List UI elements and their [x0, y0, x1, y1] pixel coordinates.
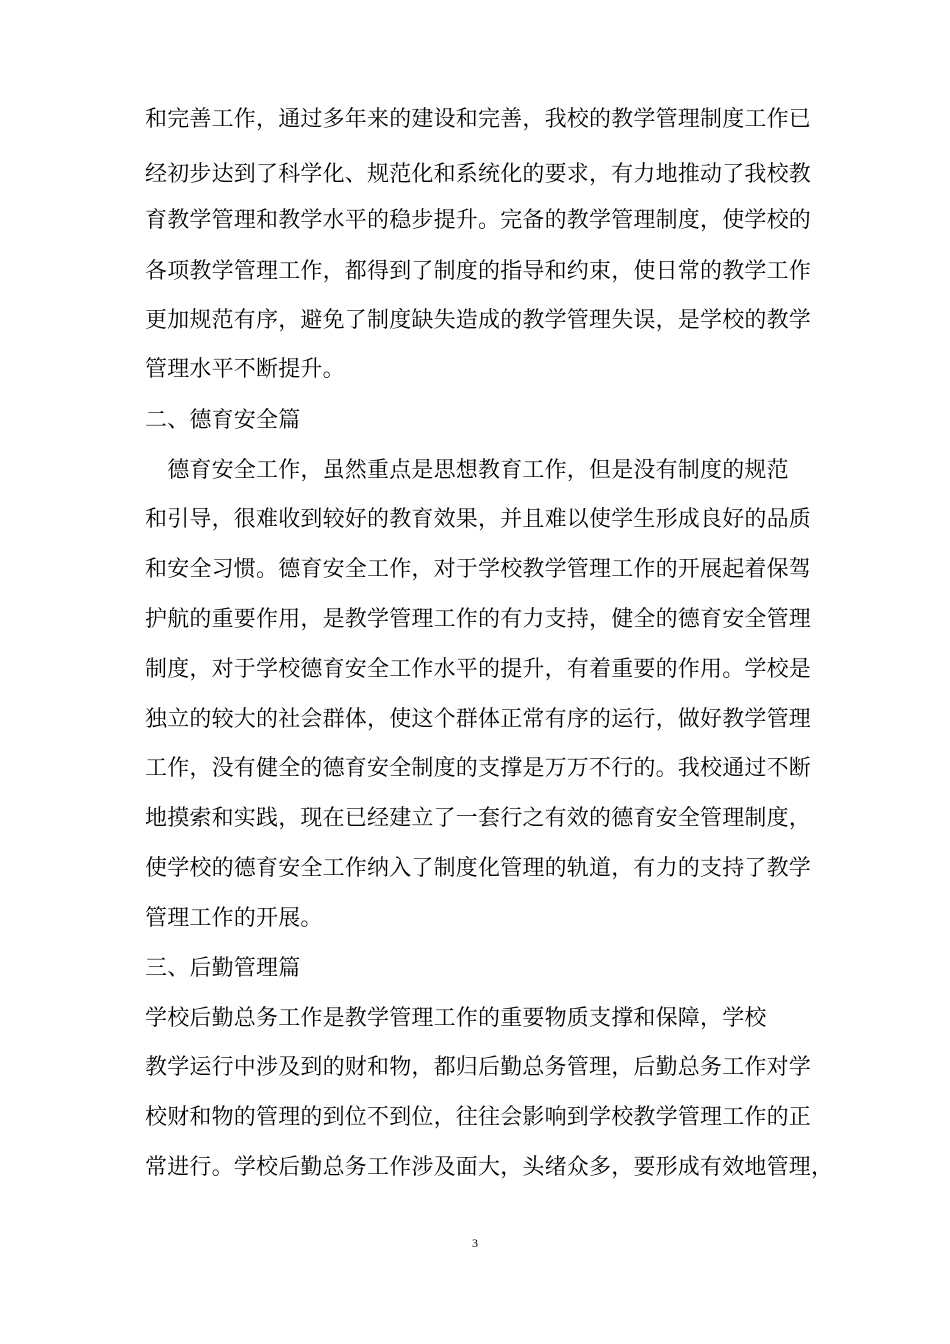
text-line: 管理水平不断提升。: [145, 357, 345, 382]
text-line: 更加规范有序，避免了制度缺失造成的教学管理失误，是学校的教学: [145, 308, 812, 333]
text-line: 德育安全工作，虽然重点是思想教育工作，但是没有制度的规范: [145, 458, 789, 483]
text-line: 制度，对于学校德育安全工作水平的提升，有着重要的作用。学校是: [145, 657, 812, 682]
text-line: 经初步达到了科学化、规范化和系统化的要求，有力地推动了我校教: [145, 162, 812, 187]
text-line: 地摸索和实践，现在已经建立了一套行之有效的德育安全管理制度，: [145, 806, 812, 831]
text-line: 学校后勤总务工作是教学管理工作的重要物质支撑和保障，学校: [145, 1006, 767, 1031]
page-number: 3: [472, 1236, 478, 1250]
text-line: 独立的较大的社会群体，使这个群体正常有序的运行，做好教学管理: [145, 707, 812, 732]
text-line: 校财和物的管理的到位不到位，往往会影响到学校教学管理工作的正: [145, 1105, 812, 1130]
text-line: 育教学管理和教学水平的稳步提升。完备的教学管理制度，使学校的: [145, 208, 812, 233]
text-line: 使学校的德育安全工作纳入了制度化管理的轨道，有力的支持了教学: [145, 856, 812, 881]
text-line: 工作，没有健全的德育安全制度的支撑是万万不行的。我校通过不断: [145, 756, 812, 781]
text-line: 管理工作的开展。: [145, 906, 323, 931]
section-heading: 二、德育安全篇: [145, 408, 301, 433]
text-line: 护航的重要作用，是教学管理工作的有力支持，健全的德育安全管理: [145, 607, 812, 632]
text-line: 教学运行中涉及到的财和物，都归后勤总务管理，后勤总务工作对学: [145, 1055, 812, 1080]
text-line: 各项教学管理工作，都得到了制度的指导和约束，使日常的教学工作: [145, 259, 812, 284]
section-heading: 三、后勤管理篇: [145, 956, 301, 981]
text-line: 和引导，很难收到较好的教育效果，并且难以使学生形成良好的品质: [145, 507, 812, 532]
text-line: 和完善工作，通过多年来的建设和完善，我校的教学管理制度工作已: [145, 107, 812, 132]
text-line: 常进行。学校后勤总务工作涉及面大，头绪众多，要形成有效地管理，: [145, 1155, 834, 1180]
text-line: 和安全习惯。德育安全工作，对于学校教学管理工作的开展起着保驾: [145, 557, 812, 582]
